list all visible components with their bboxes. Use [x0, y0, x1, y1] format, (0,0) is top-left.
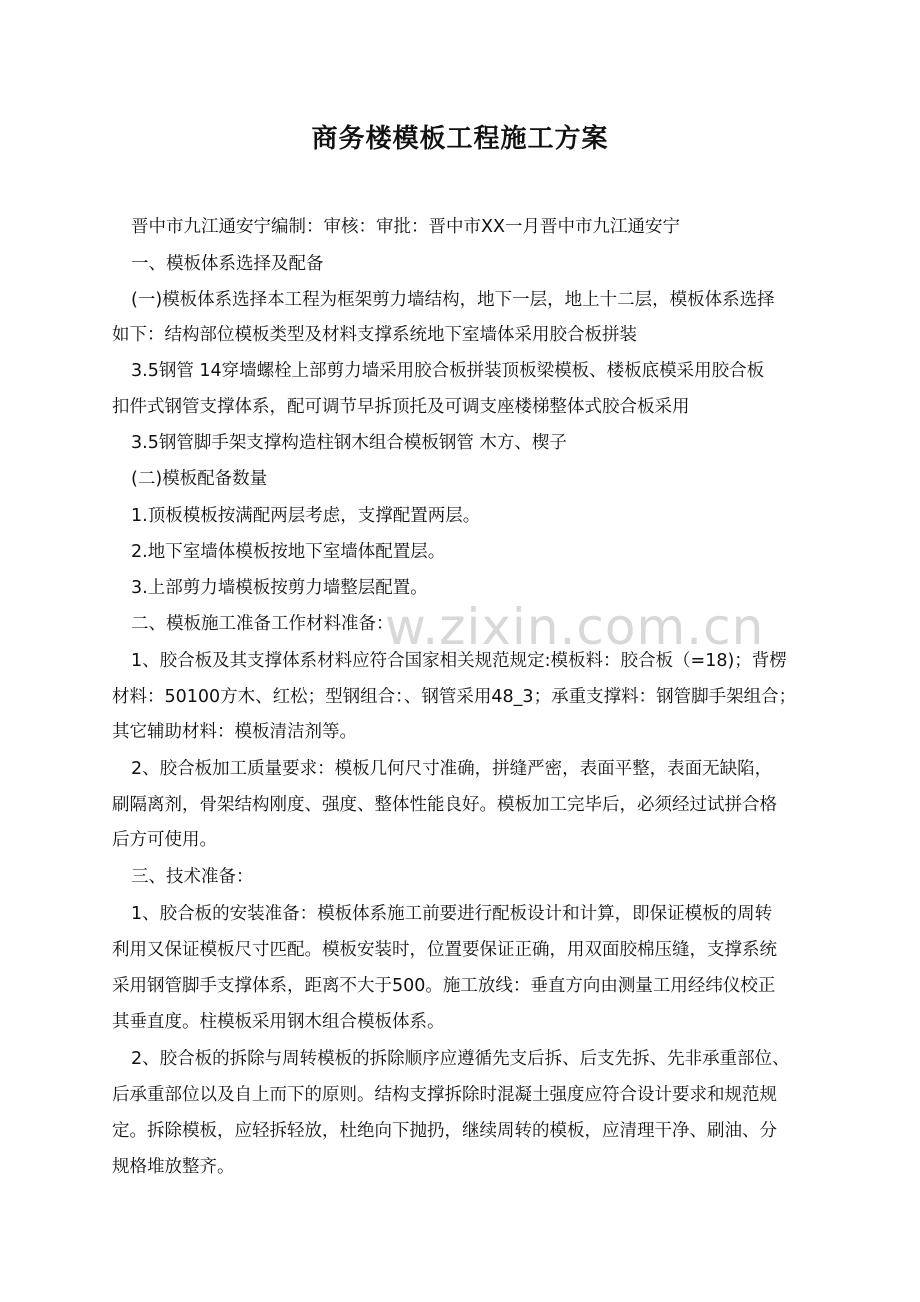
- section-heading: 三、技术准备：: [131, 867, 254, 887]
- section-heading: (二)模板配备数量: [131, 469, 268, 489]
- paragraph-line: 定。拆除模板，应轻拆轻放，杜绝向下抛扔，继续周转的模板，应清理干净、刷油、分: [112, 1121, 777, 1141]
- section-heading: 二、模板施工准备工作材料准备：: [131, 614, 394, 634]
- paragraph-line: 2.地下室墙体模板按地下室墙体配置层。: [131, 542, 446, 562]
- paragraph-line: 3.5钢管脚手架支撑构造柱钢木组合模板钢管 木方、楔子: [131, 433, 567, 453]
- paragraph-line: 采用钢管脚手支撑体系，距离不大于500。施工放线：垂直方向由测量工用经纬仪校正: [112, 976, 776, 996]
- paragraph-line: 规格堆放整齐。: [112, 1157, 235, 1177]
- paragraph-line: 3.上部剪力墙模板按剪力墙整层配置。: [131, 578, 428, 598]
- paragraph-line: 利用又保证模板尺寸匹配。模板安装时，位置要保证正确，用双面胶棉压缝，支撑系统: [112, 940, 777, 960]
- paragraph-line: 扣件式钢管支撑体系，配可调节早拆顶托及可调支座楼梯整体式胶合板采用: [112, 397, 690, 417]
- section-heading: 一、模板体系选择及配备: [131, 254, 324, 274]
- document-title: 商务楼模板工程施工方案: [311, 124, 609, 154]
- paragraph-line: 如下：结构部位模板类型及材料支撑系统地下室墙体采用胶合板拼装: [112, 325, 637, 345]
- paragraph-line: 晋中市九江通安宁编制：审核：审批：晋中市XX一月晋中市九江通安宁: [131, 217, 680, 237]
- paragraph-line: 材料：50100方木、红松；型钢组合：、钢管采用48_3；承重支撑料：钢管脚手架组合；: [112, 687, 797, 707]
- paragraph-line: 1.顶板模板按满配两层考虑，支撑配置两层。: [131, 506, 481, 526]
- paragraph-line: 刷隔离剂，骨架结构刚度、强度、整体性能良好。模板加工完毕后，必须经过试拼合格: [112, 795, 777, 815]
- watermark: w.zixin.com.cn: [385, 598, 765, 656]
- paragraph-line: 1、胶合板的安装准备：模板体系施工前要进行配板设计和计算，即保证模板的周转: [131, 904, 773, 924]
- paragraph-line: 2、胶合板的拆除与周转模板的拆除顺序应遵循先支后拆、后支先拆、先非承重部位、: [131, 1049, 790, 1069]
- paragraph-line: 1、胶合板及其支撑体系材料应符合国家相关规范规定:模板料：胶合板（=18)；背楞: [131, 651, 787, 671]
- paragraph-line: 3.5钢管 14穿墙螺栓上部剪力墙采用胶合板拼装顶板梁模板、楼板底模采用胶合板: [131, 361, 765, 381]
- paragraph-line: 后方可使用。: [112, 830, 217, 850]
- paragraph-line: (一)模板体系选择本工程为框架剪力墙结构，地下一层，地上十二层，模板体系选择: [131, 290, 775, 310]
- paragraph-line: 后承重部位以及自上而下的原则。结构支撑拆除时混凝土强度应符合设计要求和规范规: [112, 1085, 777, 1105]
- paragraph-line: 2、胶合板加工质量要求：模板几何尺寸准确，拼缝严密，表面平整，表面无缺陷，: [131, 759, 773, 779]
- paragraph-line: 其它辅助材料：模板清洁剂等。: [112, 722, 357, 742]
- paragraph-line: 其垂直度。柱模板采用钢木组合模板体系。: [112, 1012, 445, 1032]
